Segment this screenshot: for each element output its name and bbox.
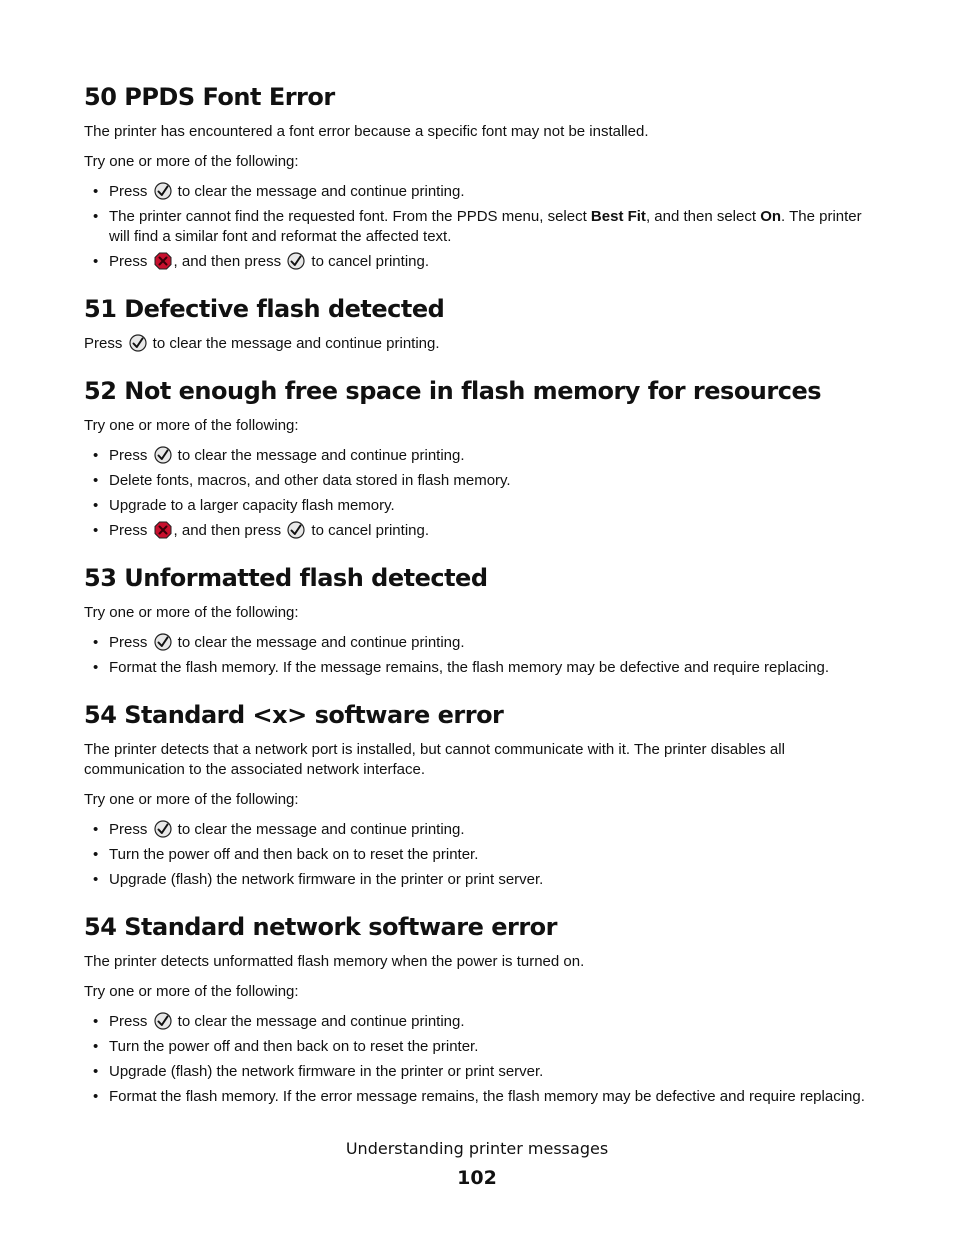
- error-section: [84, 376, 884, 541]
- list-item: [84, 1012, 884, 1032]
- section-heading: 54 Standard <x> software error: [84, 701, 504, 729]
- text-run: to clear the message and continue printing.: [173, 821, 465, 838]
- list-item: [84, 207, 884, 247]
- list-item: [84, 633, 884, 653]
- text-run: Press: [109, 183, 152, 200]
- text-run: to clear the message and continue printing.: [173, 447, 465, 464]
- section-heading: 53 Unformatted flash detected: [84, 564, 488, 592]
- bullet-dot-icon: •: [93, 447, 99, 464]
- text-run: , and then press: [173, 253, 286, 270]
- bullet-list: [84, 1012, 884, 1107]
- text-run: Delete fonts, macros, and other data stored in flash memory.: [109, 472, 511, 489]
- text-run: Turn the power off and then back on to reset the printer.: [109, 1038, 479, 1055]
- bullet-dot-icon: •: [93, 871, 99, 888]
- body-paragraph: Try one or more of the following:: [84, 153, 299, 170]
- error-section: [84, 700, 884, 890]
- checkmark-button-icon: [154, 1012, 172, 1030]
- list-item: [84, 658, 884, 678]
- bullet-dot-icon: •: [93, 1063, 99, 1080]
- list-item: [84, 1037, 884, 1057]
- text-run: , and then select: [645, 208, 761, 225]
- body-paragraph: Try one or more of the following:: [84, 604, 299, 621]
- body-paragraph: Try one or more of the following:: [84, 791, 299, 808]
- bullet-dot-icon: •: [93, 208, 99, 225]
- text-run: Press: [109, 821, 152, 838]
- text-run: . The printer will find a similar font and reformat the affected text.: [109, 208, 862, 245]
- text-run: Format the flash memory. If the message remains, the flash memory may be defective and require replacing.: [109, 659, 830, 676]
- text-run: Press: [109, 634, 152, 651]
- text-run: to clear the message and continue printing.: [173, 1013, 465, 1030]
- bold-term: Best Fit: [590, 208, 646, 225]
- list-item: [84, 252, 884, 272]
- list-item: [84, 870, 884, 890]
- bullet-dot-icon: •: [93, 634, 99, 651]
- body-paragraph: Try one or more of the following:: [84, 417, 299, 434]
- list-item: [84, 1087, 884, 1107]
- text-run: to cancel printing.: [307, 253, 430, 270]
- checkmark-button-icon: [154, 182, 172, 200]
- document-body: [84, 82, 884, 1129]
- list-item: [84, 446, 884, 466]
- checkmark-button-icon: [129, 334, 147, 352]
- checkmark-button-icon: [154, 446, 172, 464]
- page-number: 102: [457, 1167, 497, 1189]
- text-run: Press: [109, 447, 152, 464]
- list-item: [84, 471, 884, 491]
- text-run: The printer cannot find the requested font. From the PPDS menu, select: [109, 208, 591, 225]
- list-item: [84, 1062, 884, 1082]
- text-run: Press: [84, 335, 127, 352]
- bullet-dot-icon: •: [93, 497, 99, 514]
- list-item: [84, 521, 884, 541]
- bold-term: On: [760, 208, 782, 225]
- bullet-dot-icon: •: [93, 522, 99, 539]
- text-run: to clear the message and continue printing.: [148, 335, 440, 352]
- list-item: [84, 182, 884, 202]
- stop-x-button-icon: [154, 252, 172, 270]
- bullet-dot-icon: •: [93, 253, 99, 270]
- text-run: Upgrade (flash) the network firmware in the printer or print server.: [109, 1063, 544, 1080]
- bullet-dot-icon: •: [93, 1088, 99, 1105]
- body-paragraph: The printer detects that a network port is installed, but cannot communicate with it. The printer disables all communication to the associated network interface.: [84, 741, 785, 778]
- stop-x-button-icon: [154, 521, 172, 539]
- error-section: [84, 563, 884, 678]
- body-paragraph: [84, 334, 884, 354]
- section-heading: 51 Defective flash detected: [84, 295, 445, 323]
- bullet-dot-icon: •: [93, 1013, 99, 1030]
- list-item: [84, 820, 884, 840]
- text-run: Press: [109, 1013, 152, 1030]
- checkmark-button-icon: [154, 820, 172, 838]
- bullet-list: [84, 182, 884, 272]
- bullet-dot-icon: •: [93, 1038, 99, 1055]
- text-run: Format the flash memory. If the error message remains, the flash memory may be defective and require replacing.: [109, 1088, 865, 1105]
- text-run: to clear the message and continue printing.: [173, 183, 465, 200]
- bullet-dot-icon: •: [93, 846, 99, 863]
- section-heading: 50 PPDS Font Error: [84, 83, 335, 111]
- bullet-dot-icon: •: [93, 821, 99, 838]
- text-run: Upgrade (flash) the network firmware in the printer or print server.: [109, 871, 544, 888]
- checkmark-button-icon: [287, 252, 305, 270]
- bullet-list: [84, 633, 884, 678]
- body-paragraph: The printer has encountered a font error because a specific font may not be installed.: [84, 123, 649, 140]
- bullet-dot-icon: •: [93, 183, 99, 200]
- bullet-list: [84, 820, 884, 890]
- body-paragraph: The printer detects unformatted flash memory when the power is turned on.: [84, 953, 585, 970]
- bullet-dot-icon: •: [93, 472, 99, 489]
- text-run: to clear the message and continue printing.: [173, 634, 465, 651]
- error-section: [84, 294, 884, 354]
- checkmark-button-icon: [154, 633, 172, 651]
- error-section: [84, 82, 884, 272]
- list-item: [84, 845, 884, 865]
- section-heading: 54 Standard network software error: [84, 913, 557, 941]
- text-run: Upgrade to a larger capacity flash memory.: [109, 497, 395, 514]
- text-run: to cancel printing.: [307, 522, 430, 539]
- text-run: Press: [109, 522, 152, 539]
- bullet-list: [84, 446, 884, 541]
- body-paragraph: Try one or more of the following:: [84, 983, 299, 1000]
- list-item: [84, 496, 884, 516]
- section-heading: 52 Not enough free space in flash memory for resources: [84, 377, 822, 405]
- bullet-dot-icon: •: [93, 659, 99, 676]
- checkmark-button-icon: [287, 521, 305, 539]
- error-section: [84, 912, 884, 1107]
- text-run: Press: [109, 253, 152, 270]
- text-run: Turn the power off and then back on to reset the printer.: [109, 846, 479, 863]
- text-run: , and then press: [173, 522, 286, 539]
- footer-chapter-title: Understanding printer messages: [345, 1139, 609, 1158]
